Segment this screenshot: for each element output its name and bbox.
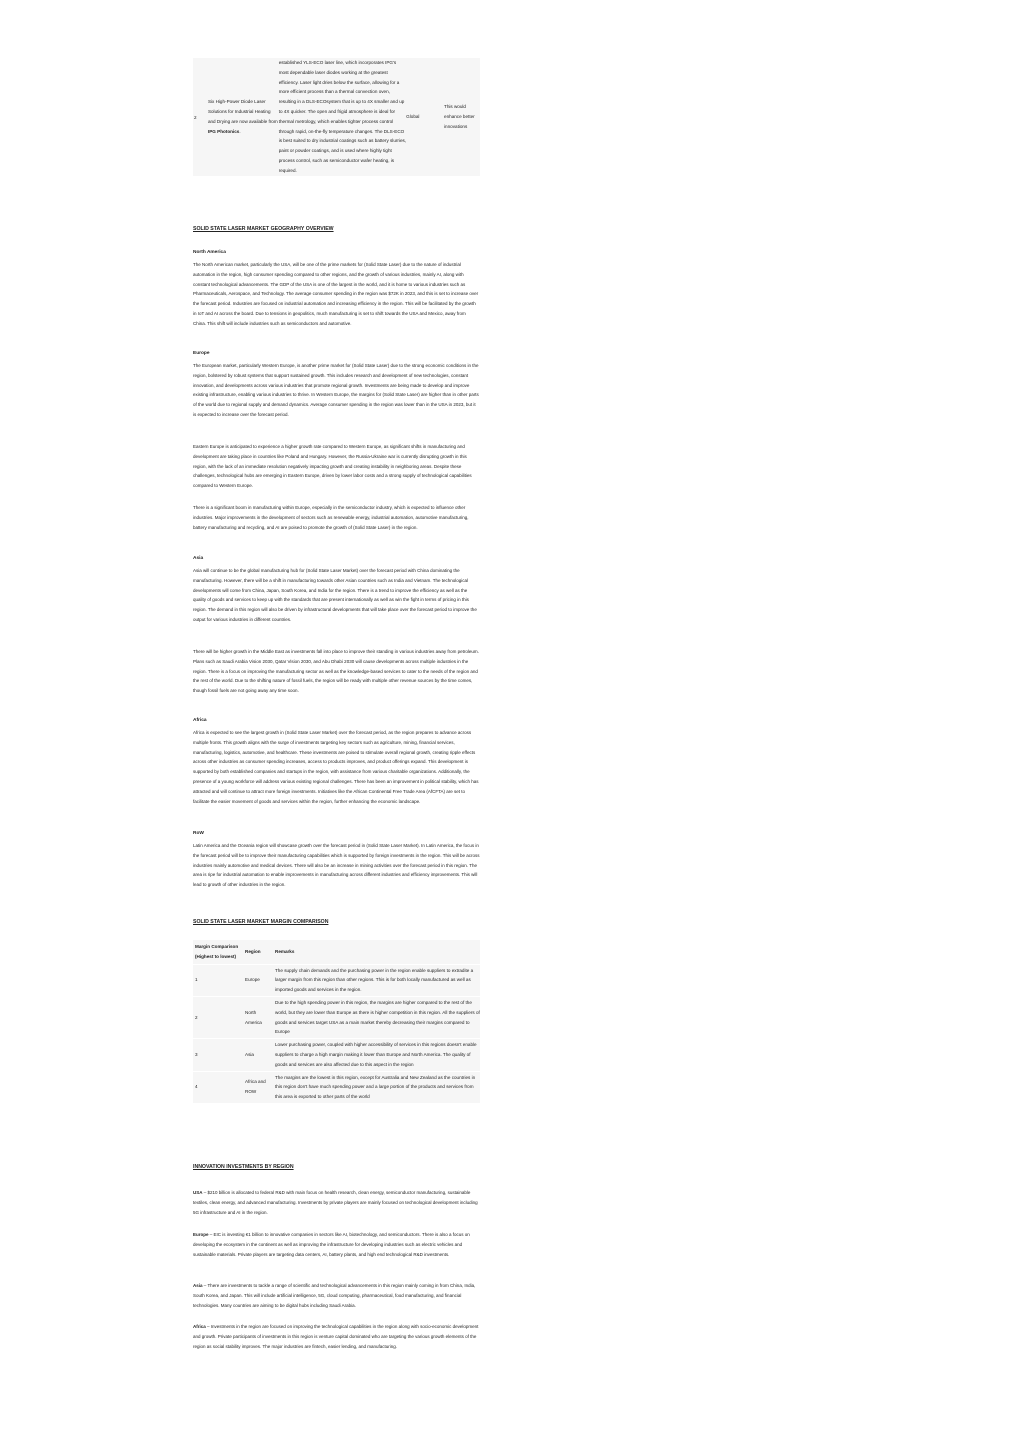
europe-heading: Europe xyxy=(193,351,210,356)
asia-paragraph-2: There will be higher growth in the Middle East as investments fall into place to improve their standing in various industries away from petroleum. Plans such as Saudi Arabia Vision 2030, Qatar Vision 2030, and Abu Dhabi 2030 will cause developments across multiple industries in the region. There is a focus on improving the manufacturing sector as well as the knowledge-based services to cater to the needs of the region and the rest of the world. Due to the shifting nature of fossil fuels, the region will be ready with multiple other revenue sources by the time comes, though fossil fuels are not going away any time soon. xyxy=(193,649,479,694)
table-row xyxy=(193,996,480,1038)
usa-label: USA xyxy=(193,1190,203,1195)
africa-label: Africa xyxy=(193,1324,206,1329)
africa-heading: Africa xyxy=(193,718,207,723)
table-row xyxy=(193,1039,480,1071)
development-description: established YLS-ECO laser line, which incorporates IPG's most dependable laser diodes working at the greatest efficiency. Laser light dries below the surface, allowing for a more efficient process than a thermal convection oven, resulting in a DLS-ECOsystem that is up to 4X smaller and up to 4X quicker. The open and frigid atmosphere is ideal for thermal metrology, which enables tighter process control through rapid, on-the-fly temperature changes. The DLS-ECO is best suited to dry industrial coatings such as battery slurries, paint or powder coatings, and is used where highly tight process control, such as semiconductor wafer heating, is required. xyxy=(278,60,407,173)
region-cell: North America xyxy=(243,996,273,1038)
table-row xyxy=(193,964,480,996)
remarks-cell: The margins are the lowest in this region, except for Australia and New Zealand as the countries in this region don't have much spending power and a large portion of the products and services from this area is exported to other parts of the world xyxy=(273,1071,480,1103)
europe-paragraph-3: There is a significant boom in manufacturing within Europe, especially in the semiconductor industry, which is expected to influence other industries. Major improvements in the development of sectors such as renewable energy, industrial automation, automotive manufacturing, battery manufacturing and recycling, and AI are poised to promote the growth of (Solid State Laser) in the region. xyxy=(193,505,469,530)
rank-cell: 2 xyxy=(193,996,243,1038)
table-row xyxy=(193,1071,480,1103)
col-header-rank: Margin Comparison (Highest to lowest) xyxy=(195,944,239,959)
region-cell: Africa and ROW xyxy=(243,1071,273,1103)
asia-paragraph-1: Asia will continue to be the global manufacturing hub for (Solid State Laser Market) over the forecast period with China dominating the manufacturing. However, there will be a shift in manufacturing towards other Asian countries such as India and Vietnam. The technological developments will come from China, Japan, South Korea, and India for the region. There is a trend to improve the efficiency as well as the quality of goods and services to keep up with the standards that are present internationally as well as win the fight in terms of pricing in this region. The demand in this region will also be driven by infrastructural developments that will take place over the forecast period to improve the output for various industries in different countries. xyxy=(193,568,477,622)
innovation-asia-paragraph: Asia – There are investments to tackle a range of scientific and technological advancements in this region mainly coming in from China, India, South Korea, and Japan. This will include artificial intelligence, 5G, cloud computing, pharmaceutical, food manufacturing, and financial technologies. Many countries are aiming to be digital hubs including Saudi Arabia. xyxy=(193,1283,476,1308)
development-title: Six High-Power Diode Laser Solutions for Industrial Heating and Drying are now available from IPG Photonics. xyxy=(207,99,278,134)
col-header-region: Region xyxy=(245,948,261,954)
asia-heading: Asia xyxy=(193,556,204,561)
asia-label: Asia xyxy=(193,1283,203,1288)
remarks-cell: Due to the high spending power in this region, the margins are higher compared to the rest of the world, but they are lower than Europe as there is higher competition in this region. All the suppliers of goods and services target USA as a main market thereby decreasing their margins compared to Europe xyxy=(273,996,480,1038)
row-heading: RoW xyxy=(193,831,204,836)
innovation-usa-paragraph: USA – $210 billion is allocated to federal R&D with main focus on health research, clean energy, semiconductor manufacturing, sustainable textiles, clean energy, and advanced manufacturing. Investments by private players are mainly focused on technological development including 5G infrastructure and AI in the region. xyxy=(193,1190,478,1215)
innovation-heading: INNOVATION INVESTMENTS BY REGION xyxy=(193,1164,294,1170)
margin-heading: SOLID STATE LASER MARKET MARGIN COMPARISON xyxy=(193,919,329,925)
table-row xyxy=(193,58,480,176)
europe-paragraph-2: Eastern Europe is anticipated to experience a higher growth rate compared to Western Europe, as significant shifts in manufacturing and development are taking place in countries like Poland and Hungary. However, the Russia-Ukraine war is currently disrupting growth in this region, with the lack of an immediate resolution negatively impacting growth and creating instability in neighboring areas. Despite these challenges, technological hubs are emerging in Eastern Europe, driven by lower labor costs and a strong supply of technological capabilities compared to Western Europe. xyxy=(193,444,472,489)
innovation-europe-paragraph: Europe – EIC is investing €1 billion to innovative companies in sectors like AI, biotechnology, and semiconductors. There is also a focus on developing the ecosystem in the continent as well as improving the infrastructure for developing industries such as electric vehicles and sustainable materials. Private players are targeting data centers, AI, battery plants, and high end technological R&D investments. xyxy=(193,1232,470,1257)
remarks-cell: The supply chain demands and the purchasing power in the region enable suppliers to extradite a larger margin from this region than other regions. This is for both locally manufactured as well as imported goods and services in the region. xyxy=(273,964,480,996)
north-america-paragraph: The North American market, particularly the USA, will be one of the prime markets for (Solid State Laser) due to the nature of industrial automation in the region, high consumer spending compared to other regions, and the growth of various industries, mainly AI, along with constant technological advancements. The GDP of the USA is one of the largest in the world, and it is home to various industries such as Pharmaceuticals, Aerospace, and Technology. The average consumer spending in the region was $72K in 2023, and this is set to increase over the forecast period. Industries are focused on industrial automation and increasing efficiency in the region. This will be facilitated by the growth in IoT and AI across the board. Due to tensions in geopolitics, much manufacturing is set to shift towards the USA and Mexico, away from China. This shift will include industries such as semiconductors and automotive. xyxy=(193,262,479,326)
africa-paragraph: Africa is expected to see the largest growth in (Solid State Laser Market) over the forecast period, as the region prepares to advance across multiple fronts. This growth aligns with the surge of investments targeting key sectors such as agriculture, mining, financial services, manufacturing, logistics, automotive, and healthcare. These investments are poised to stimulate overall regional growth, creating ripple effects across other industries as consumer spending increases, access to products improves, and product offerings expand. This development is supported by both established companies and startups in the region, with assistance from various charitable organizations. Additionally, the presence of a young workforce will address various existing regional challenges. There has been an improvement in political stability, which has attracted and will continue to attract more foreign investments. Initiatives like the African Continental Free Trade Area (AfCFTA) are set to facilitate the easier movement of goods and services within the region, further enhancing the economic landscape. xyxy=(193,730,479,804)
rank-cell: 1 xyxy=(193,964,243,996)
table-header-row xyxy=(193,940,480,964)
geography-heading: SOLID STATE LASER MARKET GEOGRAPHY OVERVIEW xyxy=(193,226,334,232)
north-america-heading: North America xyxy=(193,250,226,255)
row-number: 2 xyxy=(194,114,197,120)
col-header-remarks: Remarks xyxy=(275,948,295,954)
row-paragraph: Latin America and the Oceania region will showcase growth over the forecast period in (Solid State Laser Market). In Latin America, the focus in the forecast period will be to improve their manufacturing capabilities which is supported by foreign investments in the region. This will be across industries mainly automotive and medical devices. There will also be an increase in mining activities over the forecast period in this region. The area is ripe for industrial automation to enable improvements in manufacturing across different industries and efficiency improvements. This will lead to growth of other industries in the region. xyxy=(193,843,480,888)
region-cell: Asia xyxy=(243,1039,273,1071)
development-impact: This would enhance better innovations xyxy=(444,104,475,129)
margin-table xyxy=(193,940,480,1103)
development-region: Global xyxy=(406,113,420,119)
innovation-africa-paragraph: Africa – Investments in the region are focused on improving the technological capabilities in the region along with socio-economic development and growth. Private participants of investments in this region is venture capital dominated who are targeting the various growth elements of the region as social stability improves. The major industries are fintech, easier lending, and manufacturing. xyxy=(193,1324,479,1349)
europe-label: Europe xyxy=(193,1232,209,1237)
remarks-cell: Lower purchasing power, coupled with higher accessibility of services in this regions doesn't enable suppliers to charge a high margin making it lower than Europe and North America. The quality of goods and services are also affected due to this aspect in the region xyxy=(273,1039,480,1071)
rank-cell: 4 xyxy=(193,1071,243,1103)
rank-cell: 3 xyxy=(193,1039,243,1071)
region-cell: Europe xyxy=(243,964,273,996)
company-name: IPG Photonics xyxy=(207,128,240,134)
europe-paragraph-1: The European market, particularly Western Europe, is another prime market for (Solid State Laser) due to the strong economic conditions in the region, bolstered by robust systems that support sustained growth. This includes research and development of new technologies, constant innovation, and developments across various industries that promote regional growth. Investments are being made to develop and improve existing infrastructure, enabling various industries to thrive. In Western Europe, the margins for (Solid State Laser) are higher than in other parts of the world due to regional supply and demand dynamics. Average consumer spending in the region was lower than in the USA in 2023, but it is expected to increase over the forecast period. xyxy=(193,363,479,417)
development-table xyxy=(193,58,480,176)
